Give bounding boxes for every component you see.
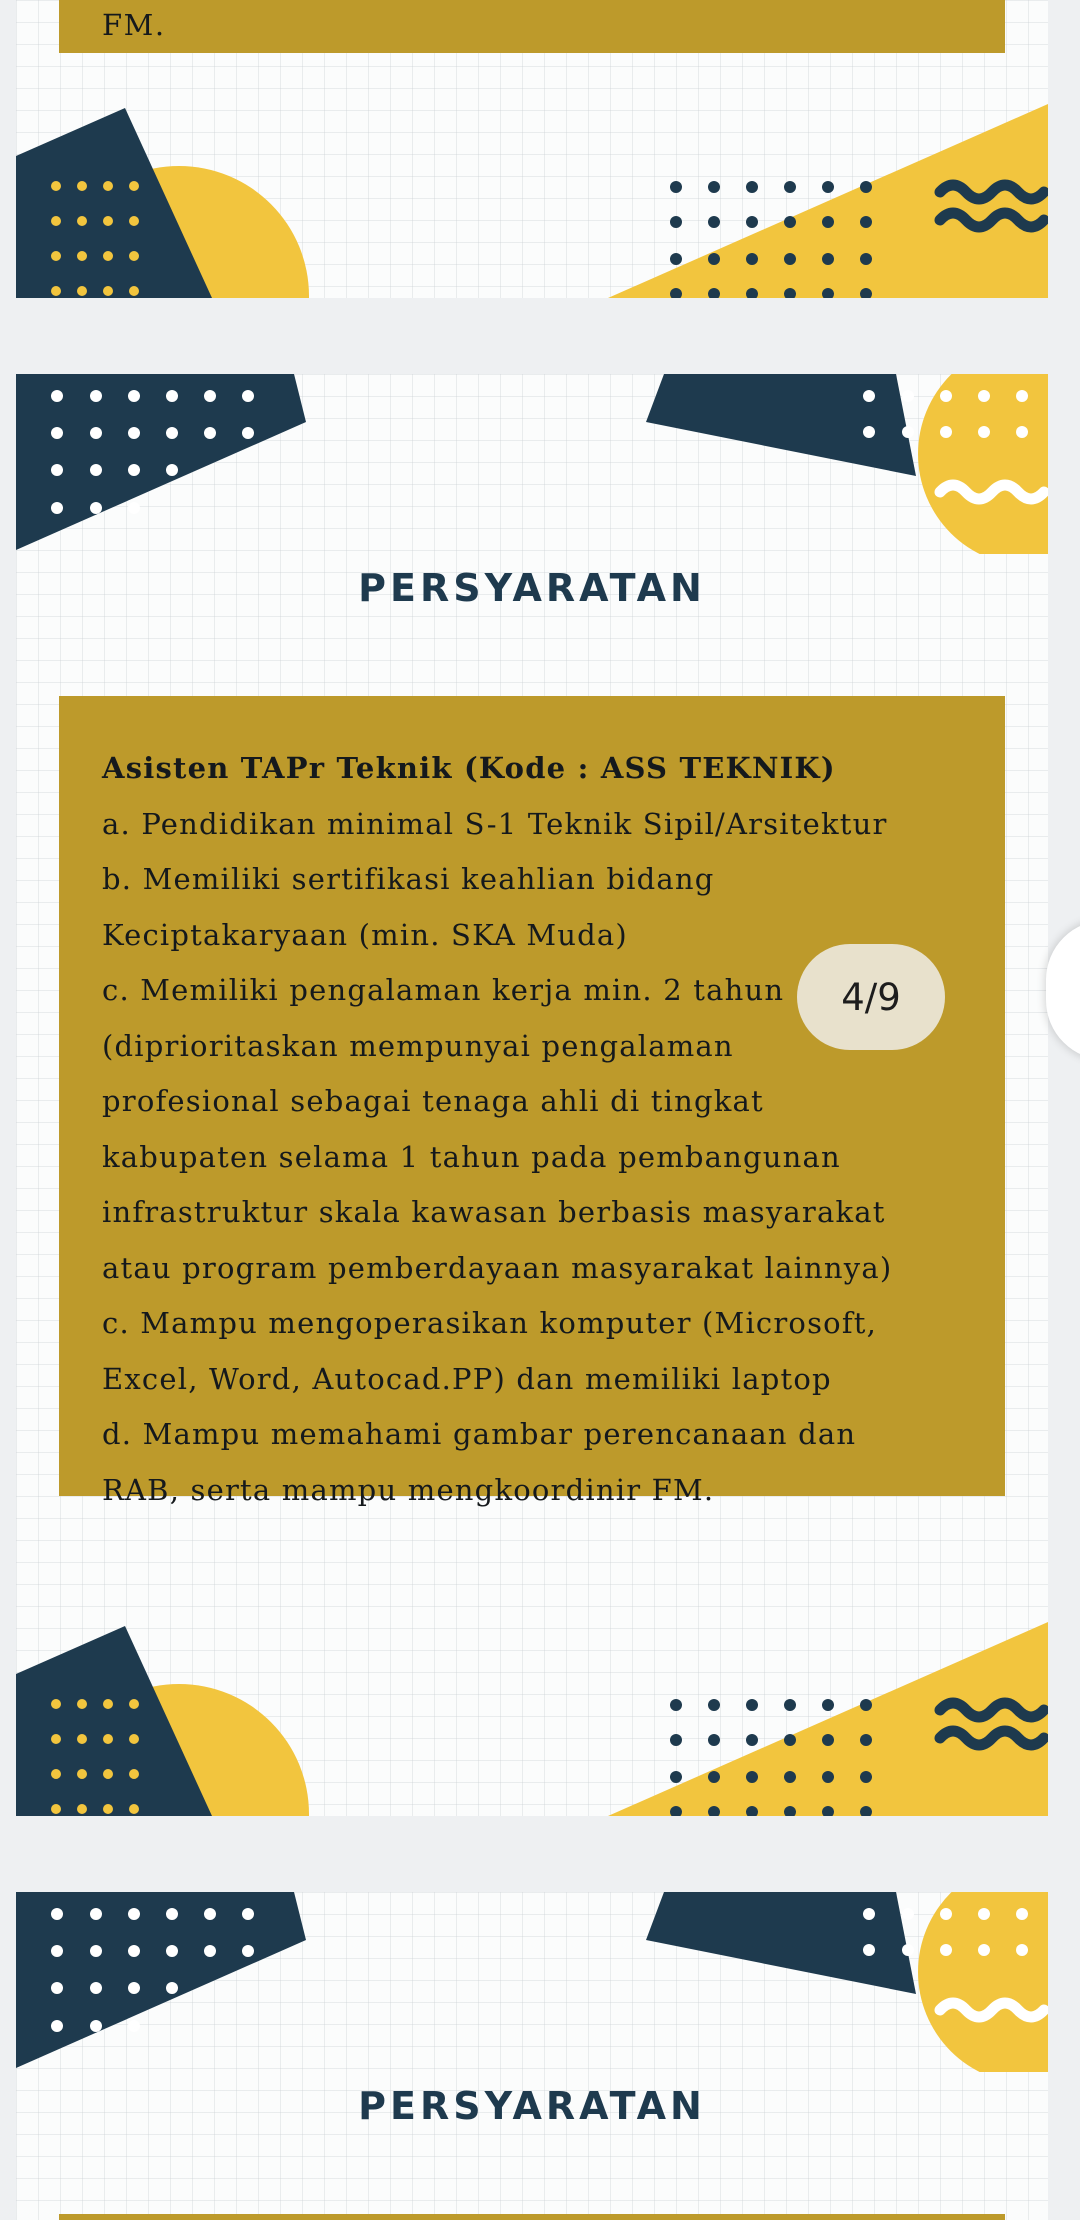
- slide-card-main: [16, 374, 1048, 1816]
- requirement-line: profesional sebagai tenaga ahli di tingkat: [102, 1084, 764, 1118]
- requirement-line: d. Mampu memahami gambar perencanaan dan: [102, 1417, 857, 1451]
- requirements-tail-text: FM.: [102, 8, 166, 42]
- requirement-line: b. Memiliki sertifikasi keahlian bidang: [102, 862, 715, 896]
- bottom-decoration: [16, 98, 1048, 298]
- slide-card-next: [16, 1892, 1048, 2220]
- requirement-line: Excel, Word, Autocad.PP) dan memiliki laptop: [102, 1361, 832, 1396]
- requirements-heading: Asisten TAPr Teknik (Kode : ASS TEKNIK): [102, 751, 836, 785]
- requirement-line: RAB, serta mampu mengkoordinir FM.: [102, 1472, 715, 1507]
- requirement-line: c. Memiliki pengalaman kerja min. 2 tahun: [102, 973, 785, 1007]
- requirements-box-previous: [59, 0, 1005, 53]
- slide-counter-badge: 4/9: [797, 944, 945, 1050]
- top-decoration: [16, 374, 1048, 554]
- side-drawer-handle[interactable]: [1046, 920, 1080, 1060]
- section-title-next: PERSYARATAN: [358, 2084, 706, 2128]
- slide-card-previous: [16, 0, 1048, 298]
- section-title: PERSYARATAN: [358, 566, 706, 610]
- requirements-box-next: [59, 2214, 1005, 2220]
- requirement-line: Keciptakaryaan (min. SKA Muda): [102, 917, 628, 952]
- top-decoration: [16, 1892, 1048, 2072]
- requirement-line: kabupaten selama 1 tahun pada pembangunan: [102, 1139, 841, 1174]
- requirement-line: atau program pemberdayaan masyarakat lainnya): [102, 1250, 893, 1285]
- requirement-line: c. Mampu mengoperasikan komputer (Microsoft,: [102, 1306, 878, 1340]
- requirement-line: a. Pendidikan minimal S-1 Teknik Sipil/Arsitektur: [102, 806, 888, 841]
- requirement-line: infrastruktur skala kawasan berbasis masyarakat: [102, 1195, 886, 1229]
- requirements-text: [102, 741, 982, 1518]
- bottom-decoration: [16, 1616, 1048, 1816]
- requirement-line: (diprioritaskan mempunyai pengalaman: [102, 1028, 734, 1063]
- requirements-box: [59, 696, 1005, 1507]
